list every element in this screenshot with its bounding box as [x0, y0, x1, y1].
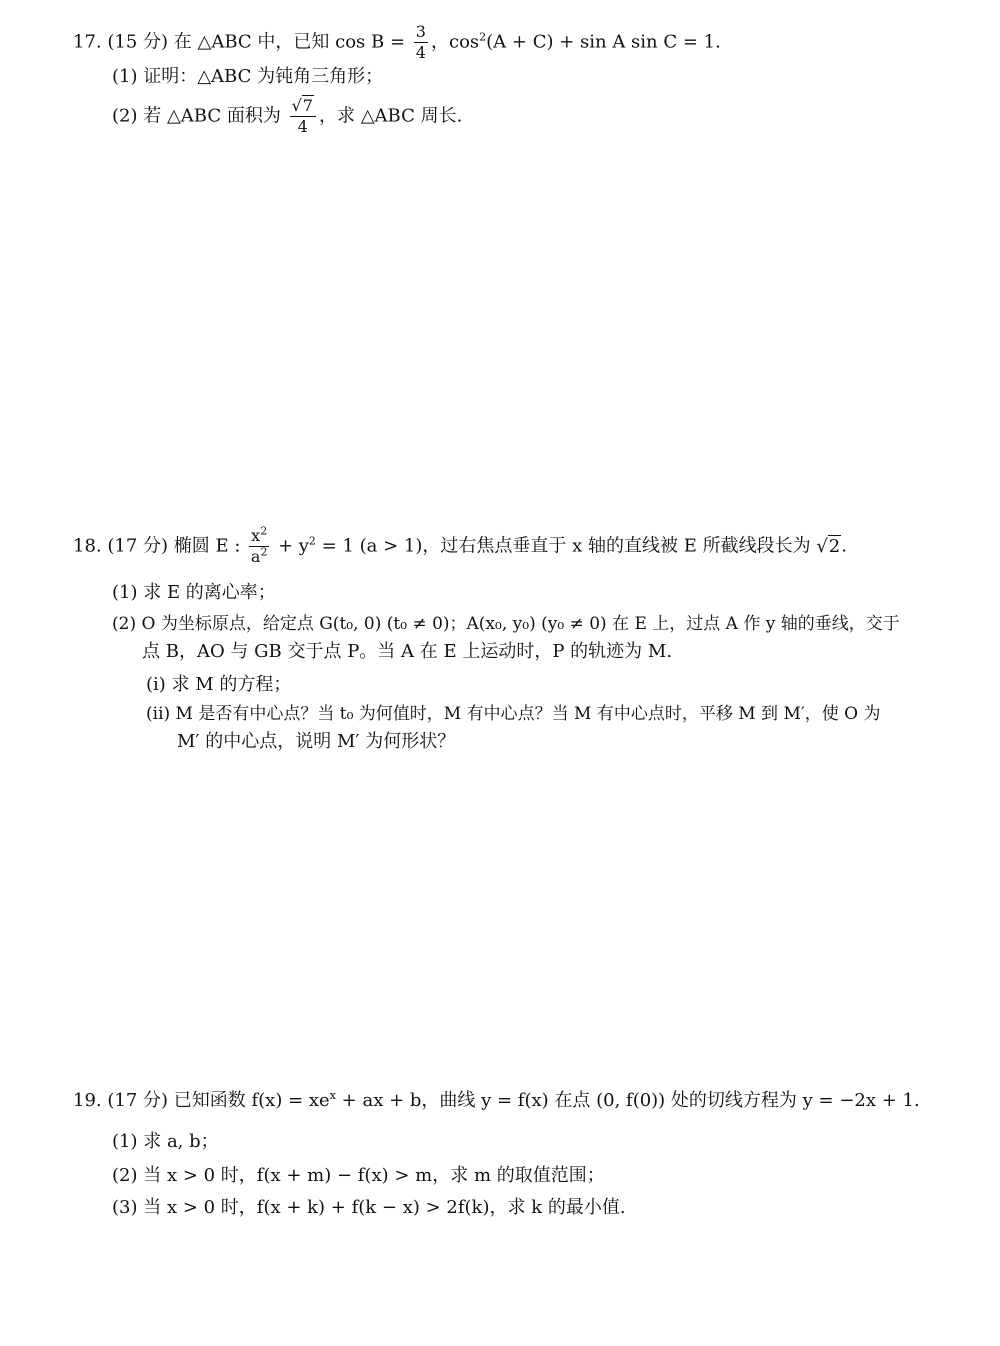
- q17-part2-pre: (2) 若 △ABC 面积为: [112, 105, 281, 127]
- q19-stem-b: + ax + b，曲线 y = f(x) 在点 (0, f(0)) 处的切线方程为 y = −2x + 1.: [341, 1090, 920, 1111]
- q18-mid-sup: 2: [308, 534, 316, 548]
- q17-part2-post: ，求 △ABC 周长.: [318, 105, 463, 127]
- q18-part2-line2: 点 B，AO 与 GB 交于点 P。当 A 在 E 上运动时，P 的轨迹为 M.: [142, 641, 673, 662]
- q17-stem: [73, 24, 721, 61]
- q17-fraction-num: 3: [415, 22, 426, 41]
- q19-part1: (1) 求 a, b；: [112, 1131, 219, 1152]
- q18-fraction-num: [249, 524, 269, 547]
- q17-number: 17.: [73, 31, 102, 53]
- q19-part2: (2) 当 x > 0 时，f(x + m) − f(x) > m，求 m 的取值范围；: [112, 1165, 605, 1186]
- q18-end: .: [841, 535, 847, 557]
- q17-cond-sup: 2: [479, 30, 487, 44]
- q18-part1: (1) 求 E 的离心率；: [112, 582, 276, 603]
- q18-mid1: + y: [277, 535, 309, 557]
- q18-part2-line1: (2) O 为坐标原点，给定点 G(t₀, 0) (t₀ ≠ 0)；A(x₀, y₀) (y₀ ≠ 0) 在 E 上，过点 A 作 y 轴的垂线，交于: [112, 614, 900, 634]
- q17-part1: (1) 证明：△ABC 为钝角三角形；: [112, 66, 384, 87]
- q18-fraction-den: [249, 547, 269, 565]
- q18-sub-ii-line1: (ii) M 是否有中心点？当 t₀ 为何值时，M 有中心点？当 M 有中心点时，平移 M 到 M′，使 O 为: [146, 704, 881, 724]
- q19-stem-sup: x: [329, 1089, 336, 1102]
- q17-area-num: [290, 98, 316, 117]
- q17-area-radicand: 7: [302, 96, 313, 115]
- q17-area-den: 4: [297, 117, 308, 136]
- q18-root: 2: [828, 535, 841, 557]
- q18-score: (17 分): [107, 535, 169, 557]
- q19-stem-a: 已知函数 f(x) = xe: [173, 1090, 330, 1111]
- q17-intro: 在 △ABC 中，已知: [173, 31, 330, 53]
- q19-number: 19.: [73, 1090, 102, 1111]
- q17-cosb: cos B =: [335, 31, 406, 53]
- q17-area-fraction: [290, 98, 316, 135]
- q18-num-base: x: [251, 526, 261, 545]
- sqrt-symbol: √7: [291, 96, 313, 115]
- q18-sub-ii-line2: M′ 的中心点，说明 M′ 为何形状？: [177, 731, 456, 752]
- q17-fraction: [414, 24, 428, 61]
- q17-score: (15 分): [107, 31, 169, 53]
- q19-stem: [73, 1089, 920, 1111]
- q17-cond-b: (A + C) + sin A sin C = 1.: [486, 31, 721, 53]
- q17-fraction-den: 4: [415, 43, 426, 62]
- q18-mid2: = 1 (a > 1)，过右焦点垂直于 x 轴的直线被 E 所截线段长为: [321, 535, 811, 557]
- q18-stem: [73, 524, 847, 566]
- q19-score: (17 分): [107, 1090, 169, 1111]
- q17-part2: [112, 98, 462, 135]
- q18-den-sup: 2: [260, 545, 268, 559]
- q18-sub-i: (i) 求 M 的方程；: [146, 674, 292, 695]
- q18-fraction: [249, 524, 269, 566]
- q18-num-sup: 2: [260, 524, 268, 538]
- q17-cond-a: ，cos: [430, 31, 480, 53]
- q18-sqrt: √2: [816, 535, 841, 557]
- q18-number: 18.: [73, 535, 102, 557]
- q18-den-base: a: [250, 547, 261, 566]
- q19-part3: (3) 当 x > 0 时，f(x + k) + f(k − x) > 2f(k)，求 k 的最小值.: [112, 1197, 626, 1218]
- q18-pre: 椭圆 E :: [173, 535, 241, 557]
